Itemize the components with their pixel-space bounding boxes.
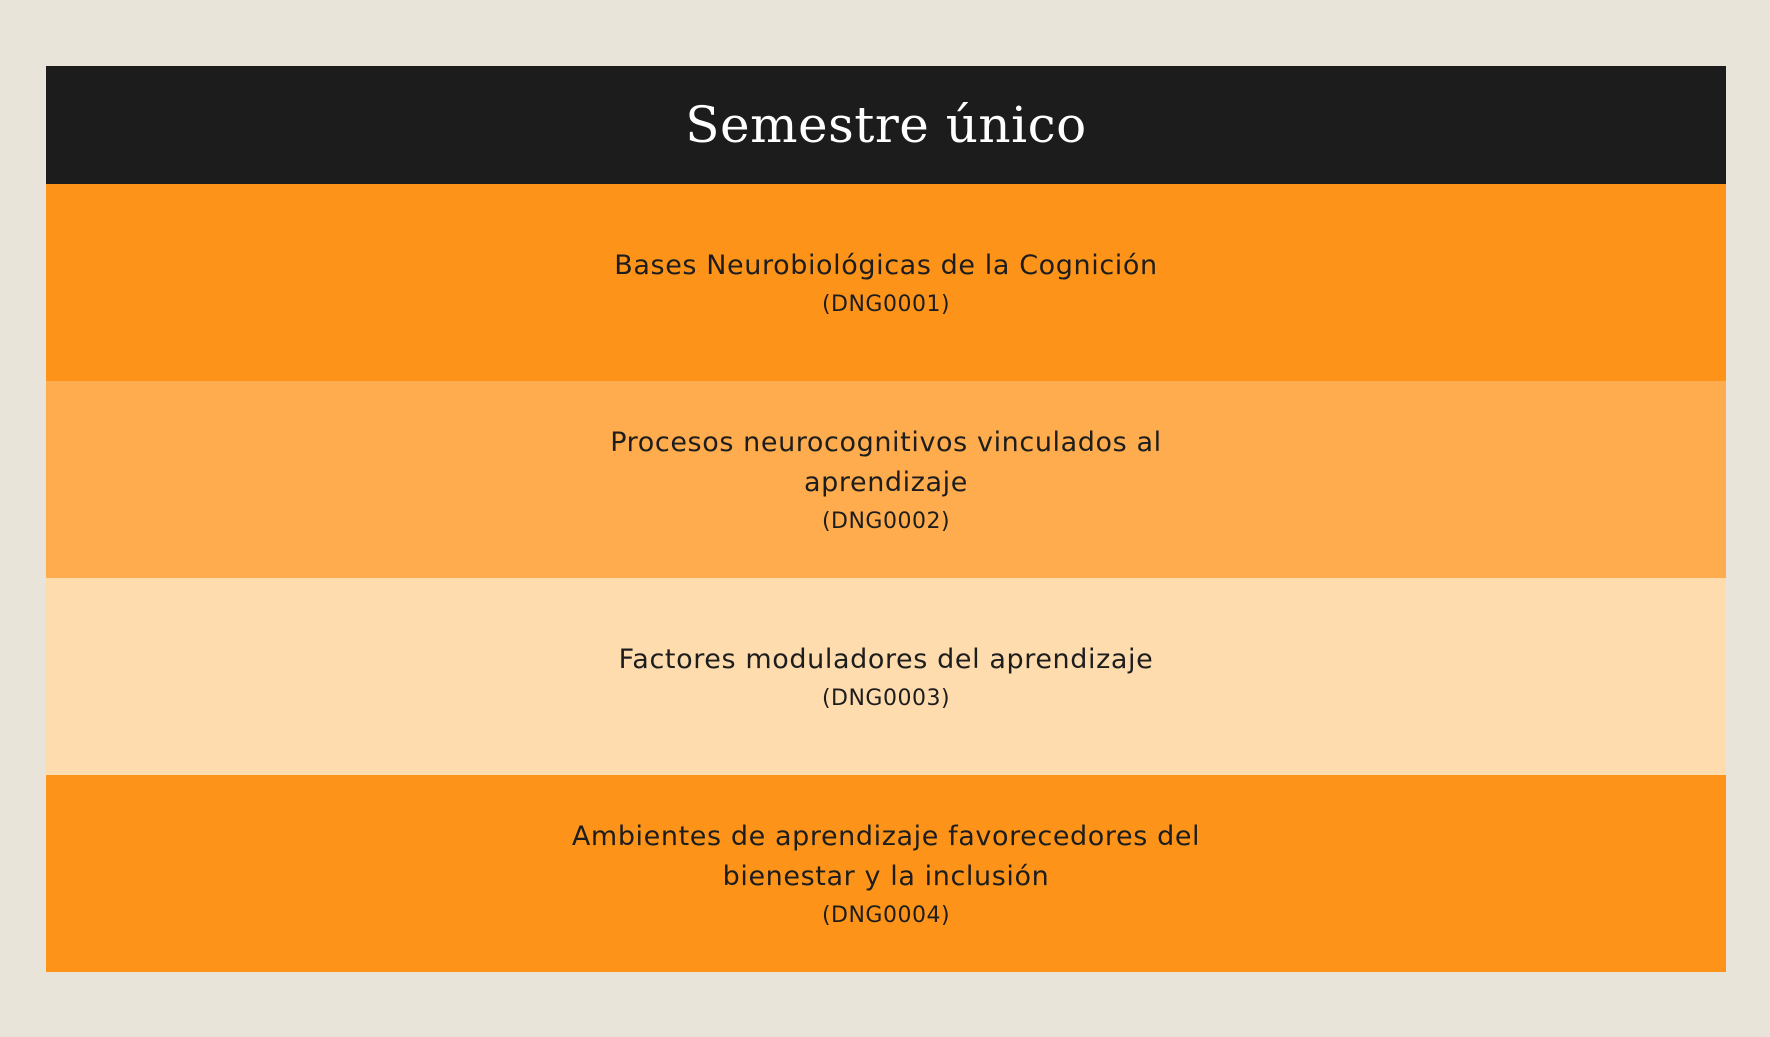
course-row (46, 381, 1726, 578)
course-code: (DNG0001) (821, 291, 951, 317)
course-row (46, 775, 1726, 972)
course-table (46, 66, 1726, 972)
semester-title: Semestre único (685, 96, 1087, 154)
course-title: Procesos neurocognitivos vinculados al aprendizaje (610, 426, 1162, 498)
table-header (46, 66, 1726, 184)
course-title: Ambientes de aprendizaje favorecedores del bienestar y la inclusión (571, 820, 1201, 892)
course-title: Factores moduladores del aprendizaje (618, 643, 1154, 675)
course-code: (DNG0003) (821, 685, 951, 711)
course-code: (DNG0002) (821, 508, 951, 534)
course-title: Bases Neurobiológicas de la Cognición (614, 249, 1158, 281)
course-row (46, 578, 1726, 775)
course-code: (DNG0004) (821, 902, 951, 928)
course-row (46, 184, 1726, 381)
